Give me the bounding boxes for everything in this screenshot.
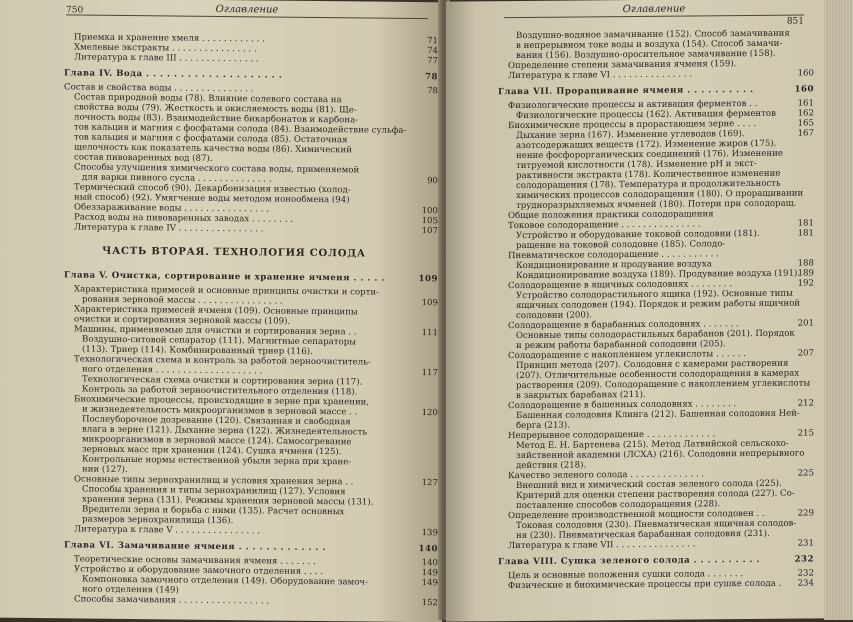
toc-entry-text: в непрерывном токе воды и воздуха (154). Способ замачи- xyxy=(516,38,783,52)
toc-entry-page: 78 xyxy=(425,72,438,83)
toc-entry xyxy=(498,538,814,552)
toc-entry-text: титруемой кислотности (178). Изменение pH и экст- xyxy=(516,158,757,172)
toc-entry-page: 225 xyxy=(797,468,814,479)
toc-entry-text: для варки пивного сусла . . . . . . . . . . . . . . xyxy=(82,172,272,185)
toc-entry-text: свойства воды (79). Жесткость и окисляемость воды (81). Ще- xyxy=(74,102,357,116)
toc-entry-text: Физиологические процессы (162). Активация ферментов xyxy=(516,108,776,122)
toc-entry-page: 77 xyxy=(427,56,438,67)
toc-entry-page: 201 xyxy=(797,318,814,329)
toc-entry-text: Литература к главе IV . . . . . . . . . . . . . . . . xyxy=(74,222,264,235)
toc-entry-text: (207). Отличительные особенности солодоращения в камерах xyxy=(516,368,800,382)
toc-entry-text: Дыхание зерна (167). Изменение углеводов (169). xyxy=(516,129,745,142)
toc-entry-text: Устройство солодорастильного ящика (192). Основные типы xyxy=(516,288,793,302)
toc-entry-page: 181 xyxy=(797,218,814,229)
toc-entry-text: Характеристика примесей и основные принципы очистки и сорти- xyxy=(74,284,380,298)
toc-entry-page: 215 xyxy=(797,428,814,439)
toc-entry-text: Вредители зерна и борьба с ними (135). Расчет основных xyxy=(82,504,345,518)
toc-entry-text: Непрерывное солодоращение . . . . . . . . . . . . . xyxy=(508,429,716,442)
toc-entry-text: щелочность как показатель качества воды (86). Химический xyxy=(74,142,352,156)
toc-entry-text: Глава VI. Замачивание ячменя . . . . . . . . . . . . . xyxy=(64,540,326,554)
toc-entry-text: Воздушно-водяное замачивание (152). Способ замачивания xyxy=(516,28,790,42)
page-stack-edge xyxy=(824,0,853,620)
toc-entry-text: зяйственной академии (ЛСХА) (216). Солодовни непрерывного xyxy=(516,448,805,462)
toc-entry-text: Обеззараживание воды . . . . . . . . . . . . . . . . xyxy=(74,202,269,215)
toc-entry-text: рактивности экстракта (178). Количественное изменение xyxy=(516,168,781,182)
toc-entry-text: Компоновка замочного отделения (149). Оборудование замоч- xyxy=(82,574,368,588)
toc-entry-text: Внешний вид и химический состав зеленого солода (225). xyxy=(516,478,782,492)
toc-entry-text: Принцип метода (207). Солодовня с камерами растворения xyxy=(516,358,789,372)
toc-entry-text: солодовни (200). xyxy=(516,310,592,322)
toc-entry-page: 152 xyxy=(421,598,438,609)
toc-entry-text: Технологическая схема очистки и сортирования зерна (117). xyxy=(82,374,363,388)
toc-entry-text: солодоращения (178). Температура и продолжительность xyxy=(516,178,781,192)
toc-entry-text: лочность воды (83). Взаимодействие бикарбонатов и карбона- xyxy=(74,112,359,126)
toc-entry-text: Машины, применяемые для очистки и сортирования зерна . . xyxy=(74,324,357,338)
toc-entry-text: поставление способов солодоращения (228). xyxy=(516,499,721,512)
toc-entry-page: 120 xyxy=(421,408,438,419)
right-toc xyxy=(498,28,814,592)
toc-entry-page: 229 xyxy=(797,508,814,519)
toc-entry-page: 231 xyxy=(797,538,814,549)
toc-entry-page: 90 xyxy=(427,176,438,187)
toc-entry-page: 232 xyxy=(797,568,814,579)
toc-entry-text: Контроль за работой зерноочистительного отделения (118). xyxy=(82,384,358,398)
toc-entry-page: 140 xyxy=(418,544,438,555)
toc-entry-text: Глава IV. Вода . . . . . . . . . . . . . . . . . . . . xyxy=(64,68,283,81)
toc-entry-page: 100 xyxy=(421,206,438,217)
toc-entry-text: Хмелевые экстракты . . . . . . . . . . . . . . . . xyxy=(74,42,257,55)
toc-entry-text: Физические и биохимические процессы при сушке солода . xyxy=(508,578,782,592)
right-page-number: 851 xyxy=(786,16,804,27)
toc-entry-page: 188 xyxy=(797,258,814,269)
toc-entry-text: зерновых масс при хранении (124). Сушка ячменя (125). xyxy=(82,444,342,458)
toc-entry-text: Глава VIII. Сушка зеленого солода . . . . . . . . . . xyxy=(498,554,761,568)
toc-entry-page: 232 xyxy=(794,554,814,565)
toc-entry-text: Пневматическое солодоращение . . . . . . . . . . . xyxy=(508,249,719,262)
toc-entry-page: 192 xyxy=(797,278,814,289)
toc-entry xyxy=(498,68,814,82)
toc-entry-text: Технологическая схема и контроль за работой зерноочиститель- xyxy=(74,354,371,368)
toc-entry-page: 212 xyxy=(797,398,814,409)
right-running-head-title: Оглавление xyxy=(622,3,686,16)
toc-entry-text: и режим работы барабанной солодовни (205). xyxy=(516,339,726,352)
toc-entry-text: влага в зерне (121). Дыхание зерна (122). Жизнедеятельность xyxy=(82,424,368,438)
toc-entry-text: Токовое солодоращение . . . . . . . . . . . . . . . xyxy=(508,219,701,232)
toc-entry-page: 140 xyxy=(421,558,438,569)
toc-entry-text: Кондиционирование и продувание воздуха xyxy=(516,259,712,272)
toc-entry-text: Определение степени замачивания ячменя (159). xyxy=(508,59,737,72)
toc-entry-text: ращение на токовой солодовне (185). Солодо- xyxy=(516,239,726,252)
toc-entry-text: Контрольные нормы естественной убыли зерна при хране- xyxy=(82,454,352,468)
toc-entry-text: Литература к главе VII . . . . . . . . . . . . . . . xyxy=(508,539,696,552)
toc-entry-text: Биохимические процессы в прорастающем зерне . . . . xyxy=(508,118,757,132)
toc-entry-text: Основные типы солодорастильных барабанов (201). Порядок xyxy=(516,328,795,342)
toc-entry-text: Солодоращение в башенных солодовнях . . . . . . . . xyxy=(508,399,737,412)
toc-entry-text: Литература к главе VI . . . . . . . . . . . . . . . xyxy=(508,69,692,82)
toc-entry-page: 234 xyxy=(797,578,814,589)
toc-entry-text: Расход воды на пивоваренных заводах . . . . . . . . xyxy=(74,212,293,225)
toc-entry-text: Башенная солодовня Клинга (212). Башенная солодовня Ней- xyxy=(516,408,800,422)
toc-entry-text: Теоретические основы замачивания ячменя . . . . . . . xyxy=(74,554,316,567)
toc-entry xyxy=(64,246,404,264)
toc-entry-text: хранения зерна (131). Режимы хранения зерновой массы (131). xyxy=(82,494,374,508)
toc-entry-text: Способы хранения и типы зернохранилищ (127). Условия xyxy=(82,484,346,498)
toc-entry-text: Состав природной воды (78). Влияние солевого состава на xyxy=(74,92,342,106)
toc-entry-text: нение фосфорорганических соединений (176). Изменение xyxy=(516,148,783,162)
toc-entry-page: 78 xyxy=(427,86,438,97)
toc-entry-text: Литература к главе V . . . . . . . . . . . . . . . . xyxy=(74,524,260,537)
left-page-number: 750 xyxy=(66,5,84,16)
toc-entry-text: действия (218). xyxy=(516,460,587,472)
toc-entry-text: Цель и основные положения сушки солода . . . . . . . xyxy=(508,569,744,582)
toc-entry-page: 167 xyxy=(797,128,814,139)
toc-entry-text: Солодоращение с накоплением углекислоты . . . . . . xyxy=(508,349,747,362)
toc-entry-text: ня (230). Пневматическая барабанная солодовня (231). xyxy=(516,528,770,542)
toc-entry-text: Солодоращение в барабанных солодовнях . . . . . . . xyxy=(508,319,739,332)
left-running-head-title: Оглавление xyxy=(215,3,279,16)
toc-entry-text: берга (213). xyxy=(516,420,570,432)
toc-entry xyxy=(64,540,438,555)
toc-entry-text: Токовая солодовня (230). Пневматическая ящичная солодов- xyxy=(516,518,797,532)
toc-entry-text: ного отделения (149) xyxy=(82,584,179,596)
toc-entry-page: 71 xyxy=(427,36,438,47)
toc-entry-text: ного отделения . . . . . . . . . . . . . . . . . . . . xyxy=(82,364,263,377)
right-running-head xyxy=(504,3,804,27)
toc-entry-text: Приемка и хранение хмеля . . . . . . . . . . . . xyxy=(74,32,265,45)
toc-entry-page: 160 xyxy=(794,84,814,95)
toc-entry-text: (113). Триер (114). Комбинированный триер (116). xyxy=(82,344,313,357)
toc-entry-page: 107 xyxy=(421,226,438,237)
toc-entry-page: 207 xyxy=(797,348,814,359)
toc-entry-text: Общие положения практики солодоращения xyxy=(508,209,714,222)
toc-entry-text: Способы улучшения химического состава воды, применяемой xyxy=(74,162,360,176)
toc-entry-text: Основные типы зернохранилищ и условия хранения зерна . . xyxy=(74,474,354,488)
toc-entry-text: рования зерновой массы . . . . . . . . . . . . . . . . xyxy=(82,294,283,307)
toc-entry xyxy=(498,84,814,98)
toc-entry-text: Качество зеленого солода . . . . . . . . . . . . . . xyxy=(508,469,705,482)
toc-entry-text: Метод Е. Н. Бартенева (215). Метод Латвийской сельскохо- xyxy=(516,438,789,452)
toc-entry-text: состав пивоваренных вод (87). xyxy=(74,152,213,164)
toc-entry-text: Характеристика примесей ячменя (109). Основные принципы xyxy=(74,304,358,318)
toc-entry-text: Биохимические процессы, происходящие в зерне при хранении, xyxy=(74,394,370,408)
toc-entry-text: тов кальция и магния с фосфатами солода (85). Остаточная xyxy=(74,132,348,146)
toc-entry-text: нии (127). xyxy=(82,464,128,476)
toc-entry-text: Устройство и оборудование замочного отделения . . . . xyxy=(74,564,323,578)
toc-entry-text: Глава V. Очистка, сортирование и хранение ячменя . . . . . xyxy=(64,270,385,284)
left-running-head xyxy=(66,2,428,19)
toc-entry-text: ящичных солодовен (194). Порядок и режим работы ящичной xyxy=(516,298,801,312)
toc-entry-page: 160 xyxy=(797,68,814,79)
toc-entry-page: 181 xyxy=(797,228,814,239)
toc-entry-text: Физиологические процессы и активация ферментов . . xyxy=(508,98,758,112)
toc-entry-page: 117 xyxy=(421,368,438,379)
toc-entry-text: Литература к главе III . . . . . . . . . . . . . . . xyxy=(74,52,259,65)
toc-entry-text: трудноразрыхляемых ячменей (180). Потери при солодоращ. xyxy=(516,198,797,212)
toc-entry xyxy=(64,68,438,83)
toc-entry-text: химических процессов солодоращения (180). О проращивании xyxy=(516,188,804,202)
toc-entry-text: растворения (209). Солодоращение с накоплением углекислоты xyxy=(516,378,811,392)
right-page xyxy=(446,0,824,622)
toc-entry-text: Способы замачивания . . . . . . . . . . . . . . . . . xyxy=(74,594,269,607)
toc-entry-text: азотсодержащих веществ (172). Изменение жиров (175). xyxy=(516,138,777,152)
toc-entry-page: 161 xyxy=(797,98,814,109)
toc-entry-text: тов кальция и магния с фосфатами солода (84). Взаимодействие сульфа- xyxy=(74,122,407,136)
toc-entry-text: Глава VII. Проращивание ячменя . . . . . . . . . . xyxy=(498,84,754,98)
toc-entry-text: и жизнедеятельность микроорганизмов в зерновой массе . . xyxy=(82,404,358,418)
toc-entry-text: вания (156). Воздушно-оросительное замачивание (158). xyxy=(516,48,776,62)
toc-entry-text: Устройство и оборудование токовой солодовни (181). xyxy=(516,228,760,242)
toc-entry-text: в закрытых барабанах (211). xyxy=(516,389,646,402)
toc-entry-text: очистки и сортирования зерновой массы (109). xyxy=(74,314,291,327)
toc-entry-page: 149 xyxy=(421,568,438,579)
toc-entry-text: Послеуборочное дозревание (120). Связанная и свободная xyxy=(82,414,351,428)
toc-entry xyxy=(498,554,814,568)
toc-entry-page: 74 xyxy=(427,46,438,57)
toc-entry-page: 127 xyxy=(421,478,438,489)
toc-entry-text: Воздушно-ситовой сепаратор (111). Магнитные сепараторы xyxy=(82,334,357,348)
toc-entry-page: 105 xyxy=(421,216,438,227)
toc-entry-text: Критерий для оценки степени растворения солода (227). Со- xyxy=(516,488,795,502)
toc-entry-page: 109 xyxy=(421,298,438,309)
toc-entry-page: 162 xyxy=(797,108,814,119)
toc-entry-page: 149 xyxy=(421,578,438,589)
toc-entry-text: Кондиционирование воздуха (189). Продувание воздуха (191). xyxy=(516,268,801,282)
toc-entry-page: 189 xyxy=(797,268,814,279)
toc-entry-text: Термический способ (90). Декарбонизация известью (холод- xyxy=(74,182,351,196)
toc-entry-page: 165 xyxy=(797,118,814,129)
toc-entry-page: 111 xyxy=(421,328,438,339)
toc-entry-text: Состав и свойства воды . . . . . . . . . . . . . . . xyxy=(64,82,254,95)
toc-entry xyxy=(498,578,814,592)
toc-entry-text: микроорганизмов в зерновой массе (124). Самосогревание xyxy=(82,434,352,448)
toc-entry-text: ный способ) (92). Умягчение воды методом ионообмена (94) xyxy=(74,192,350,206)
left-toc xyxy=(64,32,438,609)
toc-entry-page: 139 xyxy=(421,528,438,539)
toc-entry-page: 109 xyxy=(418,274,438,285)
toc-entry-text: ЧАСТЬ ВТОРАЯ. ТЕХНОЛОГИЯ СОЛОДА xyxy=(102,245,366,260)
toc-entry xyxy=(64,270,438,285)
toc-entry-text: Определение производственной мощности солодовен . . xyxy=(508,508,765,522)
toc-entry-text: Солодоращение в ящичных солодовнях . . . . . . . . xyxy=(508,279,732,292)
toc-entry-text: размеров зернохранилища (136). xyxy=(82,514,234,527)
